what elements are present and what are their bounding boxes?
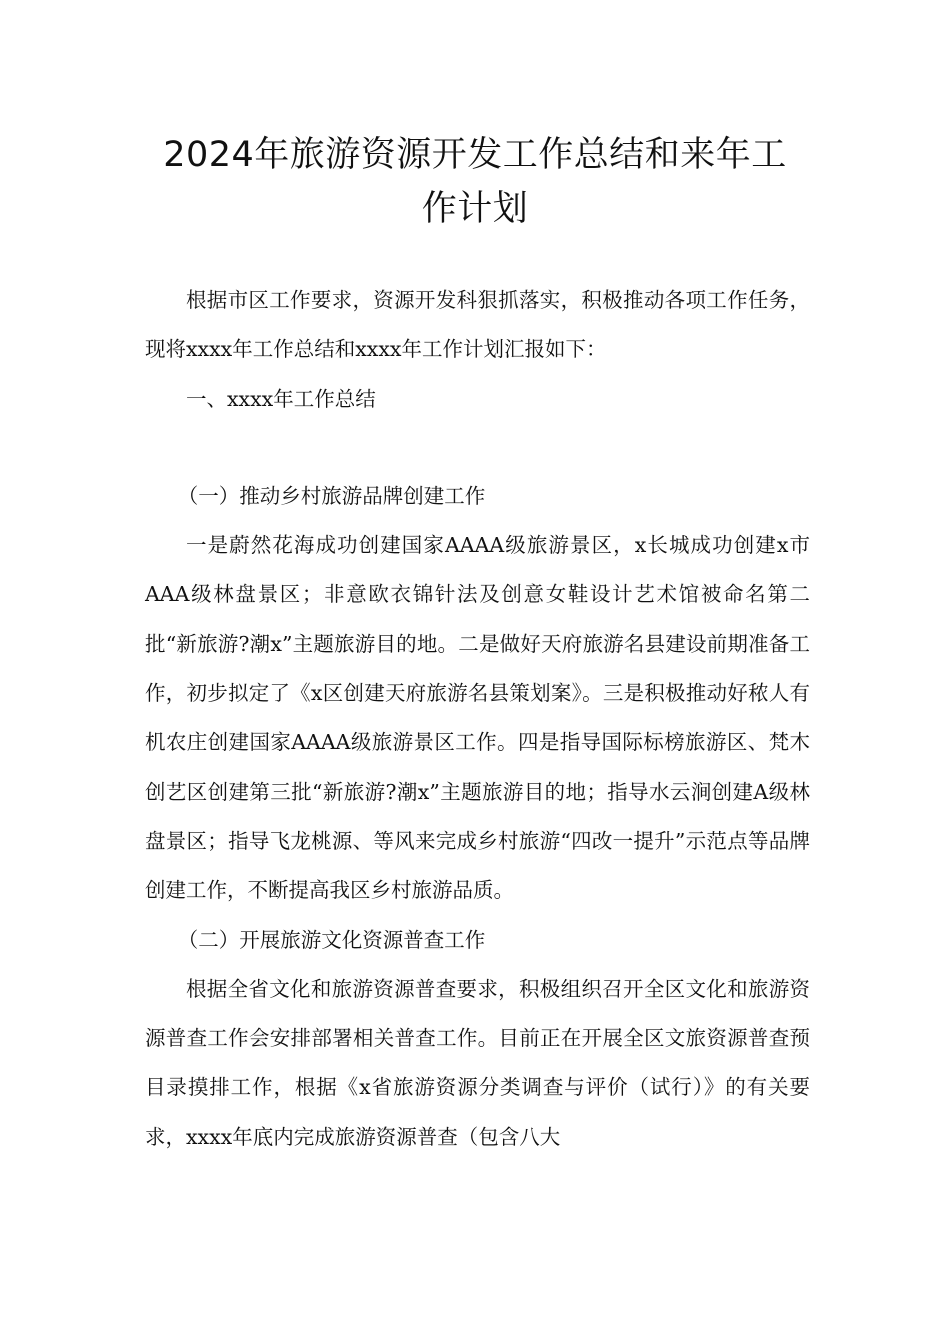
body-paragraph-2: 根据全省文化和旅游资源普查要求，积极组织召开全区文化和旅游资源普查工作会安排部署相关普查工作。目前正在开展全区文旅资源普查预目录摸排工作，根据《x省旅游资源分类调查与评价（试行）》的有关要求，xxxx年底内完成旅游资源普查（包含八大 (145, 976, 810, 1149)
subsection-heading-1: （一）推动乡村旅游品牌创建工作 (177, 483, 486, 508)
blank-gap (145, 424, 810, 472)
intro-paragraph: 根据市区工作要求，资源开发科狠抓落实，积极推动各项工作任务，现将xxxx年工作总结和xxxx年工作计划汇报如下： (145, 288, 810, 362)
title-line-1: 2024年旅游资源开发工作总结和来年工 (163, 135, 787, 175)
title-line-2: 作计划 (421, 189, 529, 229)
subsection-heading-2: （二）开展旅游文化资源普查工作 (177, 927, 486, 952)
document-body (145, 276, 810, 1162)
section-heading-1: 一、xxxx年工作总结 (186, 386, 376, 411)
document-title (120, 128, 830, 236)
body-paragraph-1: 一是蔚然花海成功创建国家AAAA级旅游景区，x长城成功创建x市AAA级林盘景区；非意欧衣锦针法及创意女鞋设计艺术馆被命名第二批“新旅游?潮x”主题旅游目的地。二是做好天府旅游名县建设前期准备工作，初步拟定了《x区创建天府旅游名县策划案》。三是积极推动好秾人有机农庄创建国家AAAA级旅游景区工作。四是指导国际标榜旅游区、梵木创艺区创建第三批“新旅游?潮x”主题旅游目的地；指导水云涧创建A级林盘景区；指导飞龙桃源、等风来完成乡村旅游“四改一提升”示范点等品牌创建工作，不断提高我区乡村旅游品质。 (145, 533, 810, 903)
